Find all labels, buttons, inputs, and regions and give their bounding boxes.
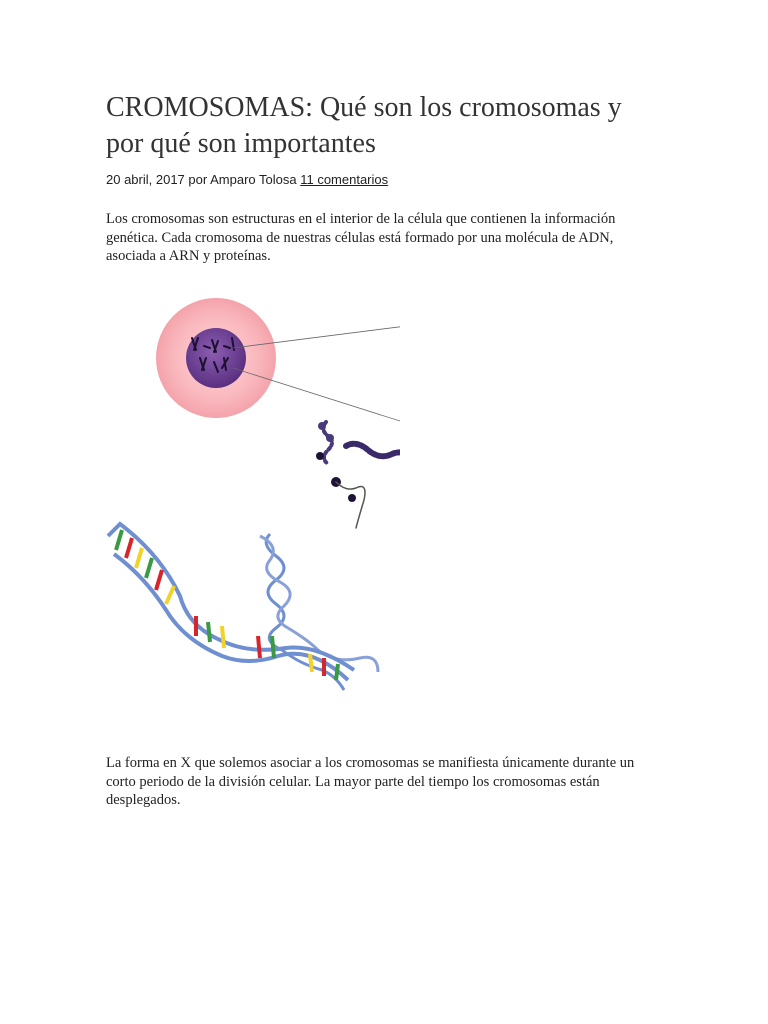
body-paragraph: La forma en X que solemos asociar a los cromosomas se manifiesta únicamente durante un corto periodo de la división celular. La mayor parte del tiempo los cromosomas están desplegados. [106,755,635,808]
comments-link[interactable]: 11 comentarios [300,172,389,187]
chromosome-illustration [100,286,400,696]
page-title: CROMOSOMAS: Qué son los cromosomas y por qué son importantes [106,92,622,159]
intro-paragraph: Los cromosomas son estructuras en el interior de la célula que contienen la información genética. Cada cromosoma de nuestras células está formado por una molécula de ADN, asociada a ARN y proteínas. [106,211,616,264]
by-label: por [188,172,208,187]
post-meta [106,172,388,187]
author-name: Amparo Tolosa [210,172,297,187]
cell-diagram [156,298,276,418]
dna-helix [108,524,378,690]
post-date: 20 abril, 2017 [106,172,185,187]
chromatin-fiber [316,422,400,528]
